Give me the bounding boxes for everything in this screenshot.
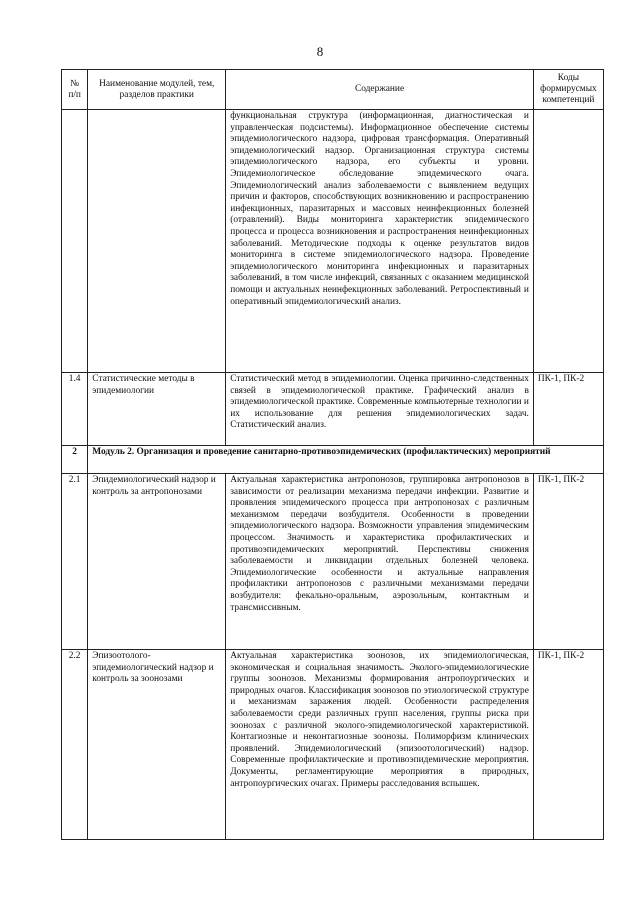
- row-name: Статистические методы в эпидемиологии: [88, 373, 226, 446]
- row-codes: ПК-1, ПК-2: [533, 373, 603, 446]
- module-num: 2: [62, 446, 88, 474]
- row-codes: ПК-1, ПК-2: [533, 650, 603, 840]
- module-row: [62, 446, 604, 474]
- table-row: [62, 373, 604, 446]
- header-num: № п/п: [62, 70, 88, 110]
- row-num: 2.2: [62, 650, 88, 840]
- table-header-row: [62, 70, 604, 110]
- row-name: Эпидемиологический надзор и контроль за антропонозами: [88, 474, 226, 650]
- row-content: Статистический метод в эпидемиологии. Оценка причинно-следственных связей в эпидемиологической практике. Графический анализ в эпидемиологической практике. Современные компьютерные технологии и их использование для решения эпидемиологических задач. Статистический анализ.: [226, 373, 534, 446]
- row-name: [88, 110, 226, 373]
- row-content: функциональная структура (информационная, диагностическая и управленческая подсистемы). Информационное обеспечение системы эпидемиологического надзора, цифровая трансформация. Оперативный эпидемиологический надзор. Организационная структура системы эпидемиологического надзора, его субъекты и уровни. Эпидемиологическое обследование эпидемического очага. Эпидемиологический анализ заболеваемости с выявлением ведущих причин и факторов, способствующих возникновению и распространению инфекционных, паразитарных и массовых неинфекционных болезней (отравлений). Виды мониторинга характеристик эпидемического процесса и процесса возникновения и распространения неинфекционных заболеваний. Методические подходы к оценке результатов видов мониторинга в системе эпидемиологического надзора. Проведение эпидемиологического мониторинга инфекционных и паразитарных заболеваний, в том числе инфекций, связанных с оказанием медицинской помощи и актуальных неинфекционных заболеваний. Ретроспективный и оперативный эпидемиологический анализ.: [226, 110, 534, 373]
- row-content: Актуальная характеристика антропонозов, группировка антропонозов в зависимости от реализации механизма передачи инфекции. Развитие и проявления эпидемического процесса при антропонозах с различным механизмом передачи возбудителя. Особенности в проведении эпидемиологического надзора. Возможности управления эпидемическим процессом. Значимость и характеристика профилактических и противоэпидемических мероприятий. Перспективы снижения заболеваемости и ликвидации отдельных болезней человека. Эпидемиологические особенности и актуальные направления профилактики антропонозов с различными механизмами передачи возбудителя: фекально-оральным, аэрозольным, контактным и трансмиссивным.: [226, 474, 534, 650]
- row-codes: [533, 110, 603, 373]
- row-num: [62, 110, 88, 373]
- table-row: [62, 474, 604, 650]
- header-name: Наименование модулей, тем, разделов практики: [88, 70, 226, 110]
- table-row: [62, 110, 604, 373]
- row-name: Эпизоотолого-эпидемиологический надзор и контроль за зоонозами: [88, 650, 226, 840]
- module-title: Модуль 2. Организация и проведение санитарно-противоэпидемических (профилактических) мероприятий: [88, 446, 604, 474]
- row-codes: ПК-1, ПК-2: [533, 474, 603, 650]
- header-content: Содержание: [226, 70, 534, 110]
- curriculum-table: [61, 69, 604, 840]
- row-num: 2.1: [62, 474, 88, 650]
- page-number: 8: [316, 44, 324, 59]
- row-num: 1.4: [62, 373, 88, 446]
- table-row: [62, 650, 604, 840]
- row-content: Актуальная характеристика зоонозов, их эпидемиологическая, экономическая и социальная значимость. Эколого-эпидемиологические группы зоонозов. Механизмы формирования антропоургических и природных очагов. Классификация зоонозов по этиологической структуре и механизмам заражения людей. Особенности распределения заболеваемости среди различных групп населения, группы риска при зоонозах с различной эколого-эпидемиологической характеристикой. Контагиозные и неконтагиозные зоонозы. Полиморфизм клинических проявлений. Эпидемиологический (эпизоотологический) надзор. Современные профилактические и противоэпидемические мероприятия. Документы, регламентирующие мероприятия в природных, антропоургических очагах. Примеры расследования вспышек.: [226, 650, 534, 840]
- header-codes: Коды формирусмых компетенций: [533, 70, 603, 110]
